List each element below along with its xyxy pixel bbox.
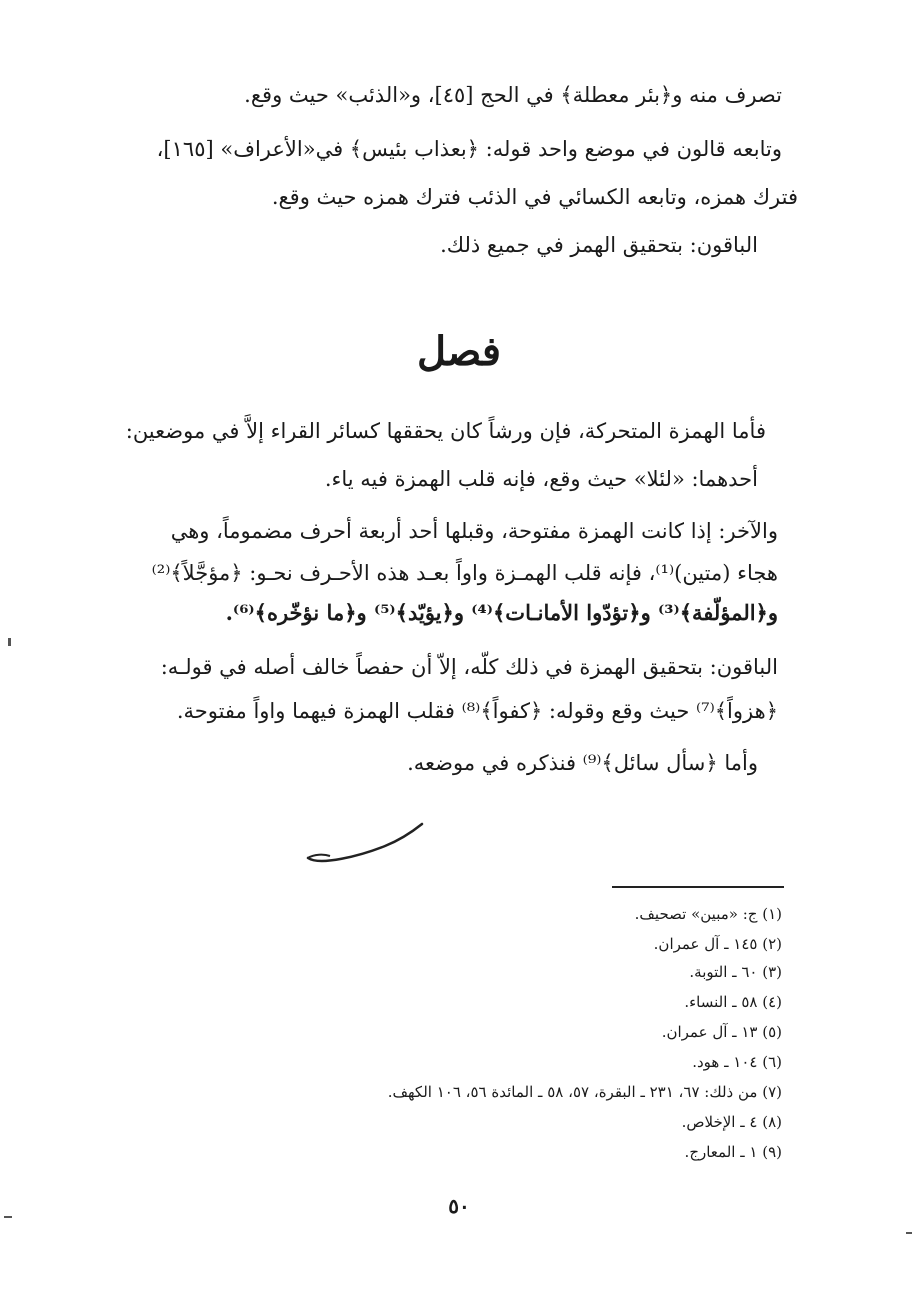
footnote-separator xyxy=(612,886,784,888)
paragraph-line: تصرف منه و﴿بئر معطلة﴾ في الحج [٤٥]، و«الذئب» حيث وقع. xyxy=(244,83,782,107)
footnote: (١) ج: «مبين» تصحيف. xyxy=(634,905,782,923)
scan-mark xyxy=(906,1232,912,1234)
paragraph-line: أحدهما: «لئلا» حيث وقع، فإنه قلب الهمزة فيه ياء. xyxy=(324,467,758,491)
paragraph-line: الباقون: بتحقيق الهمز في جميع ذلك. xyxy=(440,233,758,257)
scan-mark xyxy=(8,638,11,646)
footnote: (٢) ١٤٥ ـ آل عمران. xyxy=(653,935,782,953)
footnote: (٩) ١ ـ المعارج. xyxy=(684,1143,782,1161)
footnote: (٦) ١٠٤ ـ هود. xyxy=(692,1053,782,1071)
footnote: (٨) ٤ ـ الإخلاص. xyxy=(681,1113,782,1131)
scan-mark xyxy=(4,1216,12,1218)
paragraph-line: هجاء (متين)⁽¹⁾، فإنه قلب الهمـزة واواً بعـد هذه الأحـرف نحـو: ﴿مؤجَّلاً﴾⁽²⁾ xyxy=(151,561,778,585)
flourish-ornament xyxy=(300,808,430,868)
paragraph-line: فأما الهمزة المتحركة، فإن ورشاً كان يحققها كسائر القراء إلاَّ في موضعين: xyxy=(125,419,766,443)
paragraph-line: وتابعه قالون في موضع واحد قوله: ﴿بعذاب بئيس﴾ في«الأعراف» [١٦٥]، xyxy=(156,137,782,161)
footnote: (٣) ٦٠ ـ التوبة. xyxy=(689,963,782,981)
paragraph-line: و﴿المؤلّفة﴾⁽³⁾ و﴿تؤدّوا الأمانـات﴾⁽⁴⁾ و﴿يؤيّد﴾⁽⁵⁾ و﴿ما نؤخّره﴾⁽⁶⁾. xyxy=(225,600,778,625)
section-heading: فصل xyxy=(416,328,502,375)
footnote: (٤) ٥٨ ـ النساء. xyxy=(684,993,782,1011)
footnote: (٧) من ذلك: ٦٧، ٢٣١ ـ البقرة، ٥٧، ٥٨ ـ المائدة ٥٦، ١٠٦ الكهف. xyxy=(387,1083,782,1101)
paragraph-line: وأما ﴿سأل سائل﴾⁽⁹⁾ فنذكره في موضعه. xyxy=(407,751,758,775)
footnote: (٥) ١٣ ـ آل عمران. xyxy=(661,1023,782,1041)
paragraph-line: ﴿هزواً﴾⁽⁷⁾ حيث وقع وقوله: ﴿كفواً﴾⁽⁸⁾ فقلب الهمزة فيهما واواً مفتوحة. xyxy=(176,699,778,723)
paragraph-line: والآخر: إذا كانت الهمزة مفتوحة، وقبلها أحد أربعة أحرف مضموماً، وهي xyxy=(170,519,778,543)
paragraph-line: فترك همزه، وتابعه الكسائي في الذئب فترك همزه حيث وقع. xyxy=(271,185,798,209)
paragraph-line: الباقون: بتحقيق الهمزة في ذلك كلّه، إلاّ أن حفصاً خالف أصله في قولـه: xyxy=(160,655,778,679)
page-number: ٥٠ xyxy=(448,1194,470,1218)
